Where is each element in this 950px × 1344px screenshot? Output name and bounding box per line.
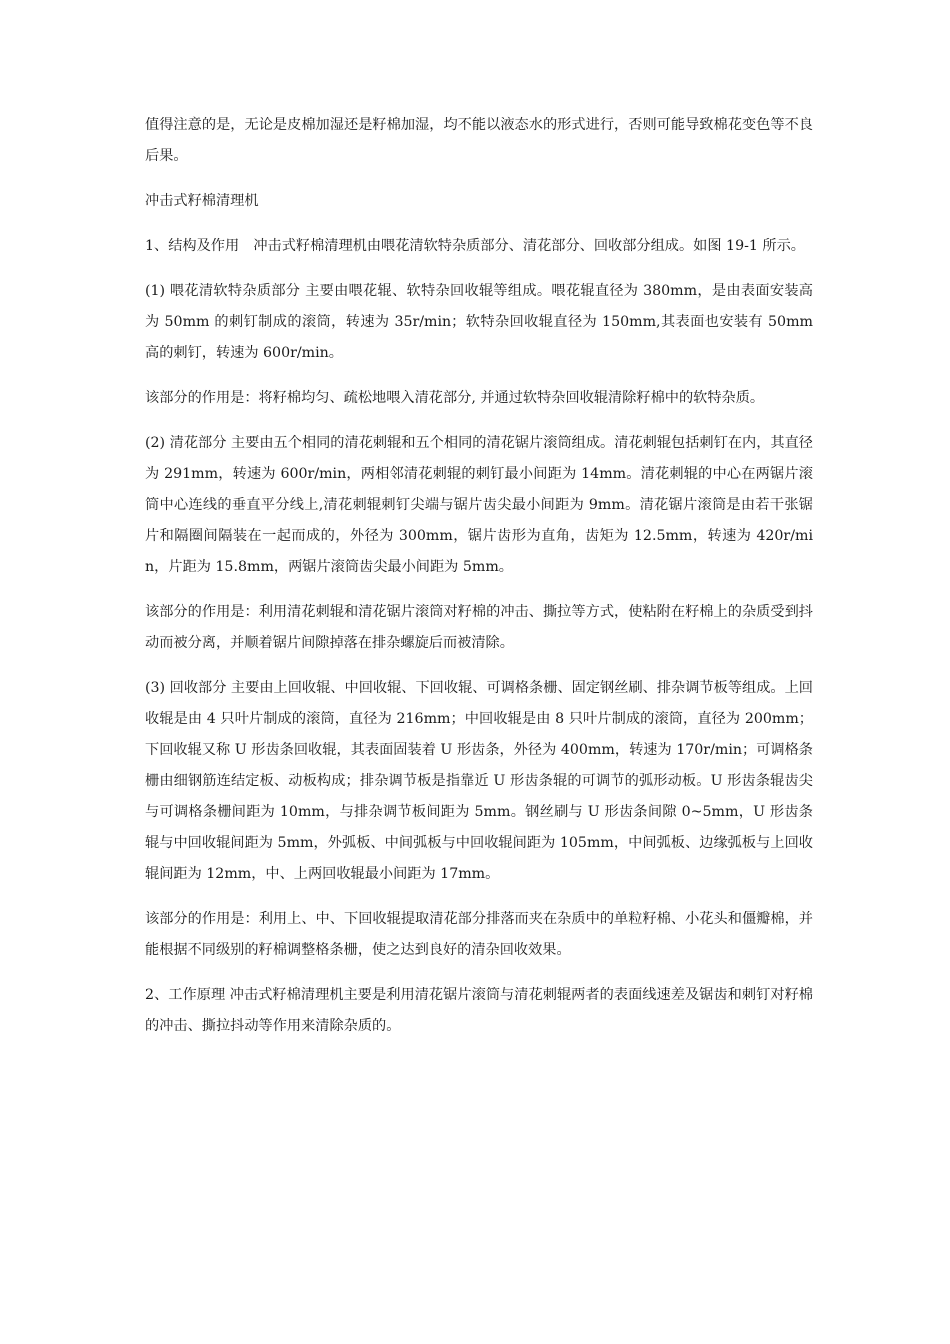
paragraph-cleaning-function: 该部分的作用是：利用清花刺辊和清花锯片滚筒对籽棉的冲击、撕拉等方式，使粘附在籽棉上的杂质受到抖动而被分离，并顺着锯片间隙掉落在排杂螺旋后而被清除。 [145,604,813,651]
paragraph-feeding-part: (1) 喂花清软特杂质部分 主要由喂花辊、软特杂回收辊等组成。喂花辊直径为 380mm，是由表面安装高为 50mm 的刺钉制成的滚筒，转速为 35r/min；软特杂回收辊直径为 150mm,其表面也安装有 50mm 高的刺钉，转速为 600r/min。 [145,283,813,361]
paragraph-structure: 1、结构及作用 冲击式籽棉清理机由喂花清软特杂质部分、清花部分、回收部分组成。如图 19-1 所示。 [145,238,805,254]
paragraph-humidification-note: 值得注意的是，无论是皮棉加湿还是籽棉加湿，均不能以液态水的形式进行，否则可能导致棉花变色等不良后果。 [145,117,813,164]
document-page [145,110,813,1056]
section-heading: 冲击式籽棉清理机 [145,193,259,209]
paragraph-cleaning-part: (2) 清花部分 主要由五个相同的清花刺辊和五个相同的清花锯片滚筒组成。清花刺辊包括刺钉在内，其直径为 291mm，转速为 600r/min，两相邻清花刺辊的刺钉最小间距为 14mm。清花刺辊的中心在两锯片滚筒中心连线的垂直平分线上,清花刺辊刺钉尖端与锯片齿尖最小间距为 9mm。清花锯片滚筒是由若干张锯片和隔圈间隔装在一起而成的，外径为 300mm，锯片齿形为直角，齿矩为 12.5mm，转速为 420r/min，片距为 15.8mm，两锯片滚筒齿尖最小间距为 5mm。 [145,435,813,575]
paragraph-recovery-part: (3) 回收部分 主要由上回收辊、中回收辊、下回收辊、可调格条栅、固定钢丝刷、排杂调节板等组成。上回收辊是由 4 只叶片制成的滚筒，直径为 216mm；中回收辊是由 8 只叶片制成的滚筒，直径为 200mm；下回收辊又称 U 形齿条回收辊，其表面固装着 U 形齿条，外径为 400mm，转速为 170r/min；可调格条栅由细钢筋连结定板、动板构成；排杂调节板是指靠近 U 形齿条辊的可调节的弧形动板。U 形齿条辊齿尖与可调格条栅间距为 10mm，与排杂调节板间距为 5mm。钢丝刷与 U 形齿条间隙 0~5mm，U 形齿条辊与中回收辊间距为 5mm，外弧板、中间弧板与中回收辊间距为 105mm，中间弧板、边缘弧板与上回收辊间距为 12mm，中、上两回收辊最小间距为 17mm。 [145,680,813,882]
paragraph-recovery-function: 该部分的作用是：利用上、中、下回收辊提取清花部分排落而夹在杂质中的单粒籽棉、小花头和僵瓣棉，并能根据不同级别的籽棉调整格条栅，使之达到良好的清杂回收效果。 [145,911,813,958]
paragraph-working-principle: 2、工作原理 冲击式籽棉清理机主要是利用清花锯片滚筒与清花刺辊两者的表面线速差及锯齿和刺钉对籽棉的冲击、撕拉抖动等作用来清除杂质的。 [145,987,813,1034]
paragraph-feeding-function: 该部分的作用是：将籽棉均匀、疏松地喂入清花部分, 并通过软特杂回收辊清除籽棉中的软特杂质。 [145,390,765,406]
